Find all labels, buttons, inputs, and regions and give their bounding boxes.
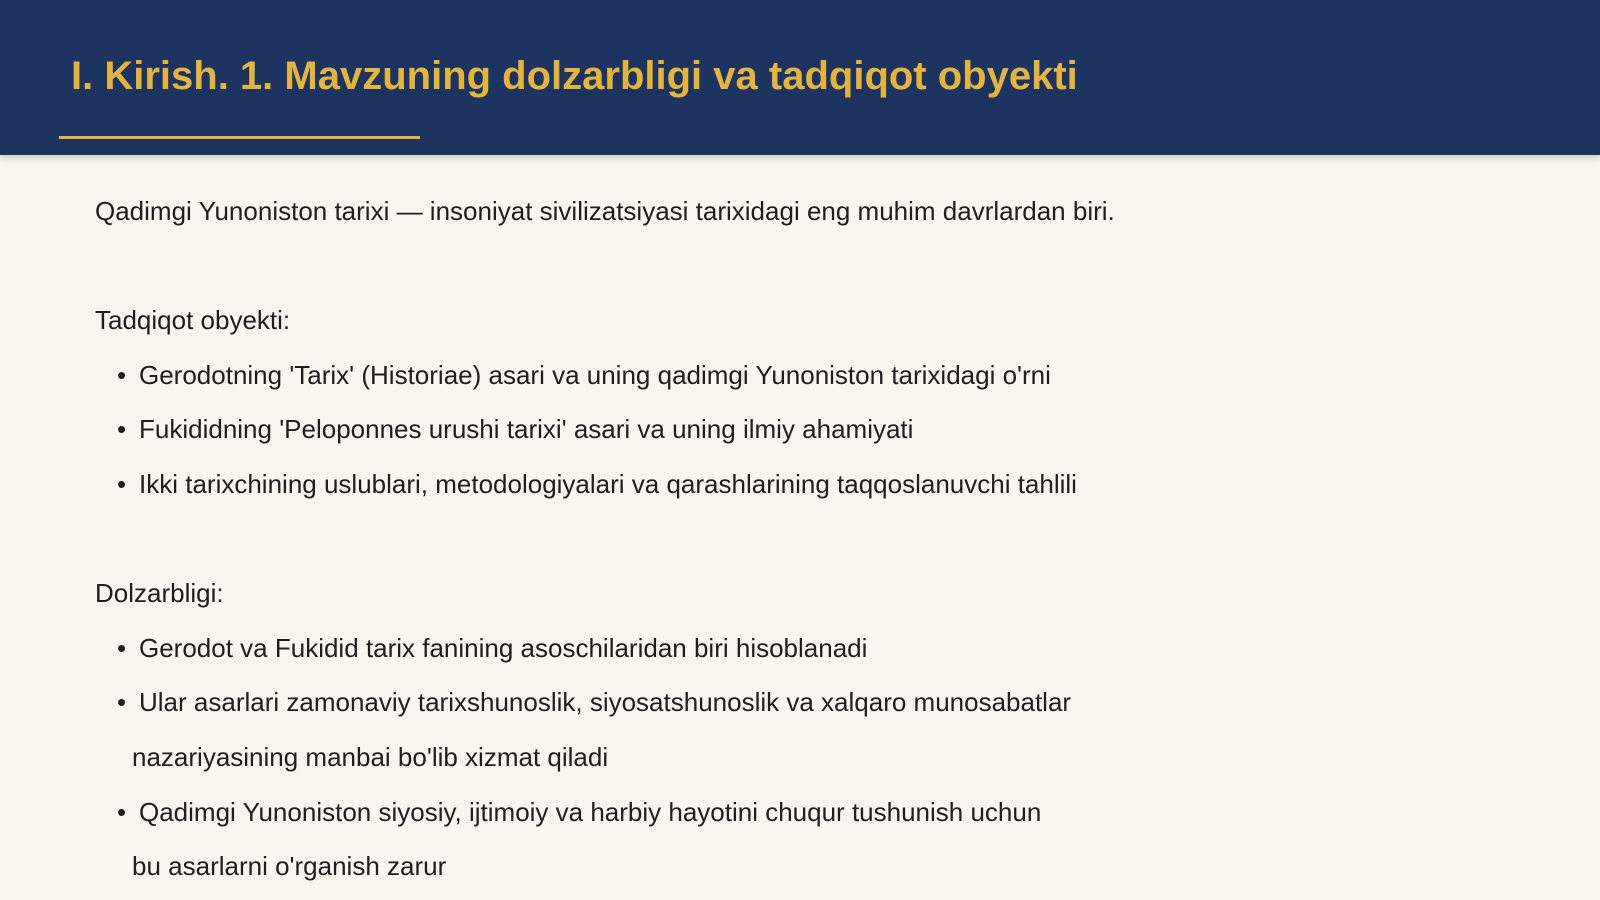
slide-title: I. Kirish. 1. Mavzuning dolzarbligi va tadqiqot obyekti (71, 54, 1078, 98)
bullet-icon: • (117, 687, 127, 718)
list-item-text: Qadimgi Yunoniston siyosiy, ijtimoiy va harbiy hayotini chuqur tushunish uchun (139, 796, 1042, 827)
bullet-icon: • (117, 796, 127, 827)
title-underline (59, 136, 420, 139)
object-section-heading: Tadqiqot obyekti: (95, 305, 291, 336)
bullet-icon: • (117, 359, 127, 390)
relevance-section-heading: Dolzarbligi: (95, 578, 224, 609)
list-item (95, 457, 1495, 512)
list-item-text: Fukididning 'Peloponnes urushi tarixi' asari va uning ilmiy ahamiyati (139, 414, 914, 445)
list-item-text: Ular asarlari zamonaviy tarixshunoslik, siyosatshunoslik va xalqaro munosabatlar (139, 687, 1072, 718)
list-item (95, 785, 1495, 894)
spacer (95, 239, 1495, 294)
slide-header (0, 0, 1600, 155)
list-item-text: Ikki tarixchining uslublari, metodologiyalari va qarashlarining taqqoslanuvchi tahlili (139, 468, 1077, 499)
bullet-icon: • (117, 468, 127, 499)
slide-body (95, 184, 1495, 894)
intro-text: Qadimgi Yunoniston tarixi — insoniyat sivilizatsiyasi tarixidagi eng muhim davrlardan biri. (95, 196, 1115, 226)
list-item (95, 402, 1495, 457)
list-item-continuation: nazariyasining manbai bo'lib xizmat qiladi (132, 741, 609, 772)
list-item (95, 675, 1495, 784)
list-item (95, 621, 1495, 676)
bullet-icon: • (117, 632, 127, 663)
list-item-text: Gerodot va Fukidid tarix fanining asoschilaridan biri hisoblanadi (139, 632, 868, 663)
list-item-text: Gerodotning 'Tarix' (Historiae) asari va uning qadimgi Yunoniston tarixidagi o'rni (139, 359, 1051, 390)
list-item-continuation: bu asarlarni o'rganish zarur (132, 851, 447, 882)
spacer (95, 512, 1495, 567)
bullet-icon: • (117, 414, 127, 445)
list-item (95, 348, 1495, 403)
